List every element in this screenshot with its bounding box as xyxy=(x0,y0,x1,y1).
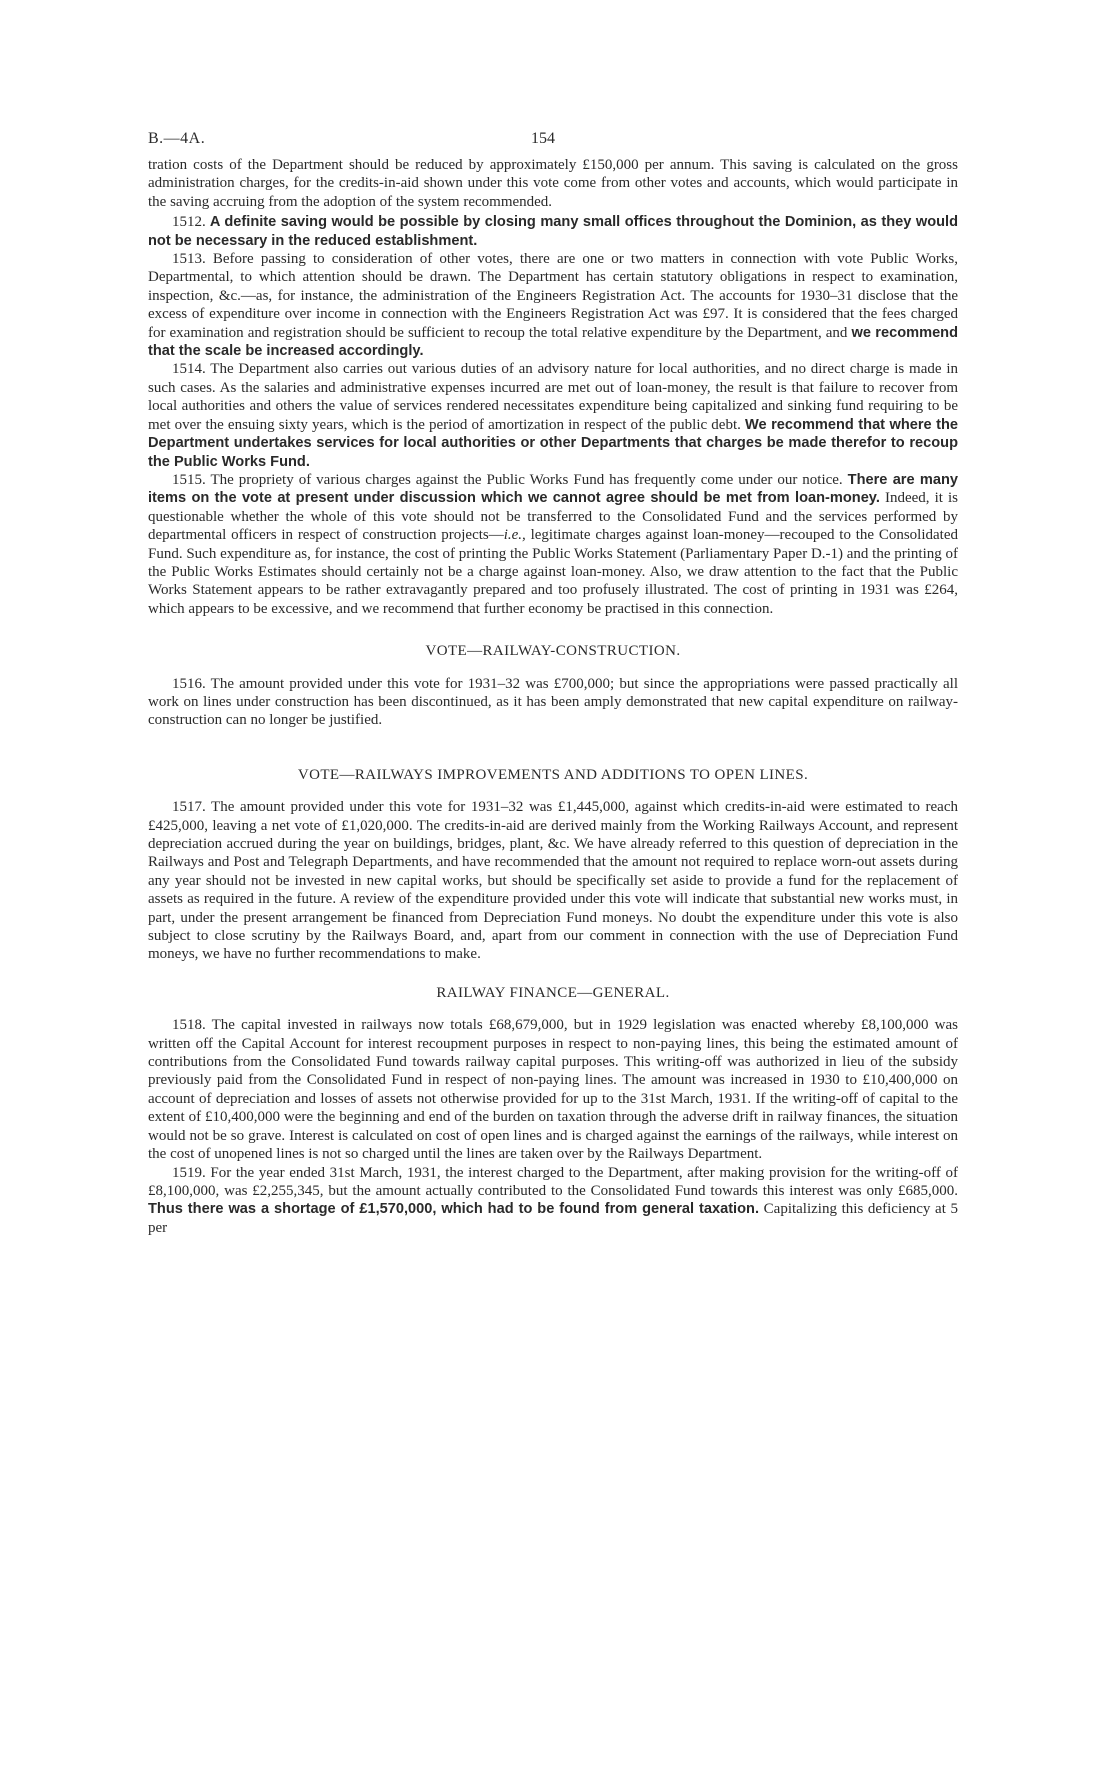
paragraph-1516: 1516. The amount provided under this vote for 1931–32 was £700,000; but since the appropriations were passed practically all work on lines under construction has been discontinued, as it has been amply demonstrated that new capital expenditure on railway-construction can no longer be justified. xyxy=(148,675,958,729)
page-header xyxy=(148,130,958,156)
paragraph-1513 xyxy=(148,250,958,360)
page-number: 154 xyxy=(531,130,555,147)
paragraph-text: Indeed, it is questionable whether the whole of this vote should not be transferred to the Consolidated Fund and the services performed by departmental officers in respect of construction projects— xyxy=(148,490,958,544)
document-page xyxy=(148,130,958,1237)
paragraph-1518: 1518. The capital invested in railways now totals £68,679,000, but in 1929 legislation was enacted whereby £8,100,000 was written off the Capital Account for interest recoupment purposes in respect to non-paying lines, this being the estimated amount of contributions from the Consolidated Fund towards railway capital purposes. This writing-off was authorized in lieu of the subsidy previously paid from the Consolidated Fund in respect of non-paying lines. The amount was increased in 1930 to £10,400,000 on account of depreciation and losses of assets not otherwise provided for up to the 31st March, 1931. If the writing-off of capital to the extent of £10,400,000 were the beginning and end of the burden on taxation through the adverse drift in railway finances, the situation would not be so grave. Interest is calculated on cost of open lines and is charged against the earnings of the railways, while interest on the cost of unopened lines is not so charged until the lines are taken over by the Railways Department. xyxy=(148,1017,958,1163)
paragraph-text: 1514. The Department also carries out various duties of an advisory nature for local authorities, and no direct charge is made in such cases. As the salaries and administrative expenses incurred are met out of loan-money, the result is that failure to recover from local authorities and others the value of services rendered necessitates expenditure being capitalized and sinking fund requiring to be met over the ensuing sixty years, which is the period of amortization in respect of the public debt. xyxy=(148,361,958,433)
section-heading: RAILWAY FINANCE—GENERAL. xyxy=(436,984,670,1001)
paragraph-1514 xyxy=(148,360,958,470)
paragraph-text: 1515. The propriety of various charges against the Public Works Fund has frequently come under our notice. xyxy=(172,471,843,488)
bold-recommendation: We recommend that where the Department undertakes services for local authorities or other Departments that charges be made therefor to recoup the Public Works Fund. xyxy=(148,416,959,470)
paragraph-text: 1519. For the year ended 31st March, 1931, the interest charged to the Department, after making provision for the writing-off of £8,100,000, was £2,255,345, but the amount actually contributed to the Consolidated Fund towards this interest was only £685,000. xyxy=(148,1164,958,1199)
paragraph-text: 1513. Before passing to consideration of other votes, there are one or two matters in connection with vote Public Works, Departmental, to which attention should be drawn. The Department has certain statutory obligations in respect to examination, inspection, &c.—as, for instance, the administration of the Engineers Registration Act. The accounts for 1930–31 disclose that the excess of expenditure over income in connection with the Engineers Registration Act was £97. It is considered that the fees charged for examination and registration should be sufficient to recoup the total relative expenditure by the Department, and xyxy=(148,251,958,341)
section-heading: VOTE—RAILWAY-CONSTRUCTION. xyxy=(425,643,681,660)
bold-recommendation: A definite saving would be possible by closing many small offices throughout the Dominion, as they would not be necessary in the reduced establishment. xyxy=(148,214,959,249)
paragraph-intro: tration costs of the Department should be reduced by approximately £150,000 per annum. This saving is calculated on the gross administration charges, for the credits-in-aid shown under this vote come from other votes and accounts, which would participate in the saving accruing from the adoption of the system recommended. xyxy=(148,157,958,210)
section-heading: VOTE—RAILWAYS IMPROVEMENTS AND ADDITIONS TO OPEN LINES. xyxy=(297,766,809,783)
paragraph-number: 1512. xyxy=(172,214,206,231)
italic-abbreviation: i.e., xyxy=(503,527,526,544)
bold-recommendation: Thus there was a shortage of £1,570,000, which had to be found from general taxation. xyxy=(148,1201,759,1218)
document-reference: B.—4A. xyxy=(148,130,206,147)
paragraph-1515 xyxy=(148,471,958,618)
bold-recommendation: There are many items on the vote at present under discussion which we cannot agree should be met from loan-money. xyxy=(148,471,958,507)
paragraph-1517: 1517. The amount provided under this vote for 1931–32 was £1,445,000, against which credits-in-aid were estimated to reach £425,000, leaving a net vote of £1,020,000. The credits-in-aid are derived mainly from the Working Railways Account, and represent depreciation accrued during the year on buildings, bridges, plant, &c. We have already referred to this question of depreciation in the Railways and Post and Telegraph Departments, and have recommended that the amount not required to replace worn-out assets during any year should not be invested in new capital works, but should be specifically set aside to provide a fund for the replacement of assets as required in the future. A review of the expenditure provided under this vote will indicate that substantial new works must, in part, under the present arrangement be financed from Depreciation Fund moneys. No doubt the expenditure under this vote is also subject to close scrutiny by the Railways Board, and, apart from our comment in connection with the use of Depreciation Fund moneys, we have no further recommendations to make. xyxy=(148,799,958,963)
paragraph-1519 xyxy=(148,1164,958,1238)
bold-recommendation: we recommend that the scale be increased accordingly. xyxy=(148,324,959,360)
paragraph-text: legitimate charges against loan-money—recouped to the Consolidated Fund. Such expenditure as, for instance, the cost of printing the Public Works Statement (Parliamentary Paper D.-1) and the printing of the Public Works Estimates should certainly not be a charge against loan-money. Also, we draw attention to the fact that the Public Works Statement appears to be rather extravagantly prepared and too profusely illustrated. The cost of printing in 1931 was £264, which appears to be excessive, and we recommend that further economy be practised in this connection. xyxy=(148,527,958,617)
paragraph-1512 xyxy=(148,213,958,250)
paragraph-text: Capitalizing this deficiency at 5 per xyxy=(148,1201,959,1236)
